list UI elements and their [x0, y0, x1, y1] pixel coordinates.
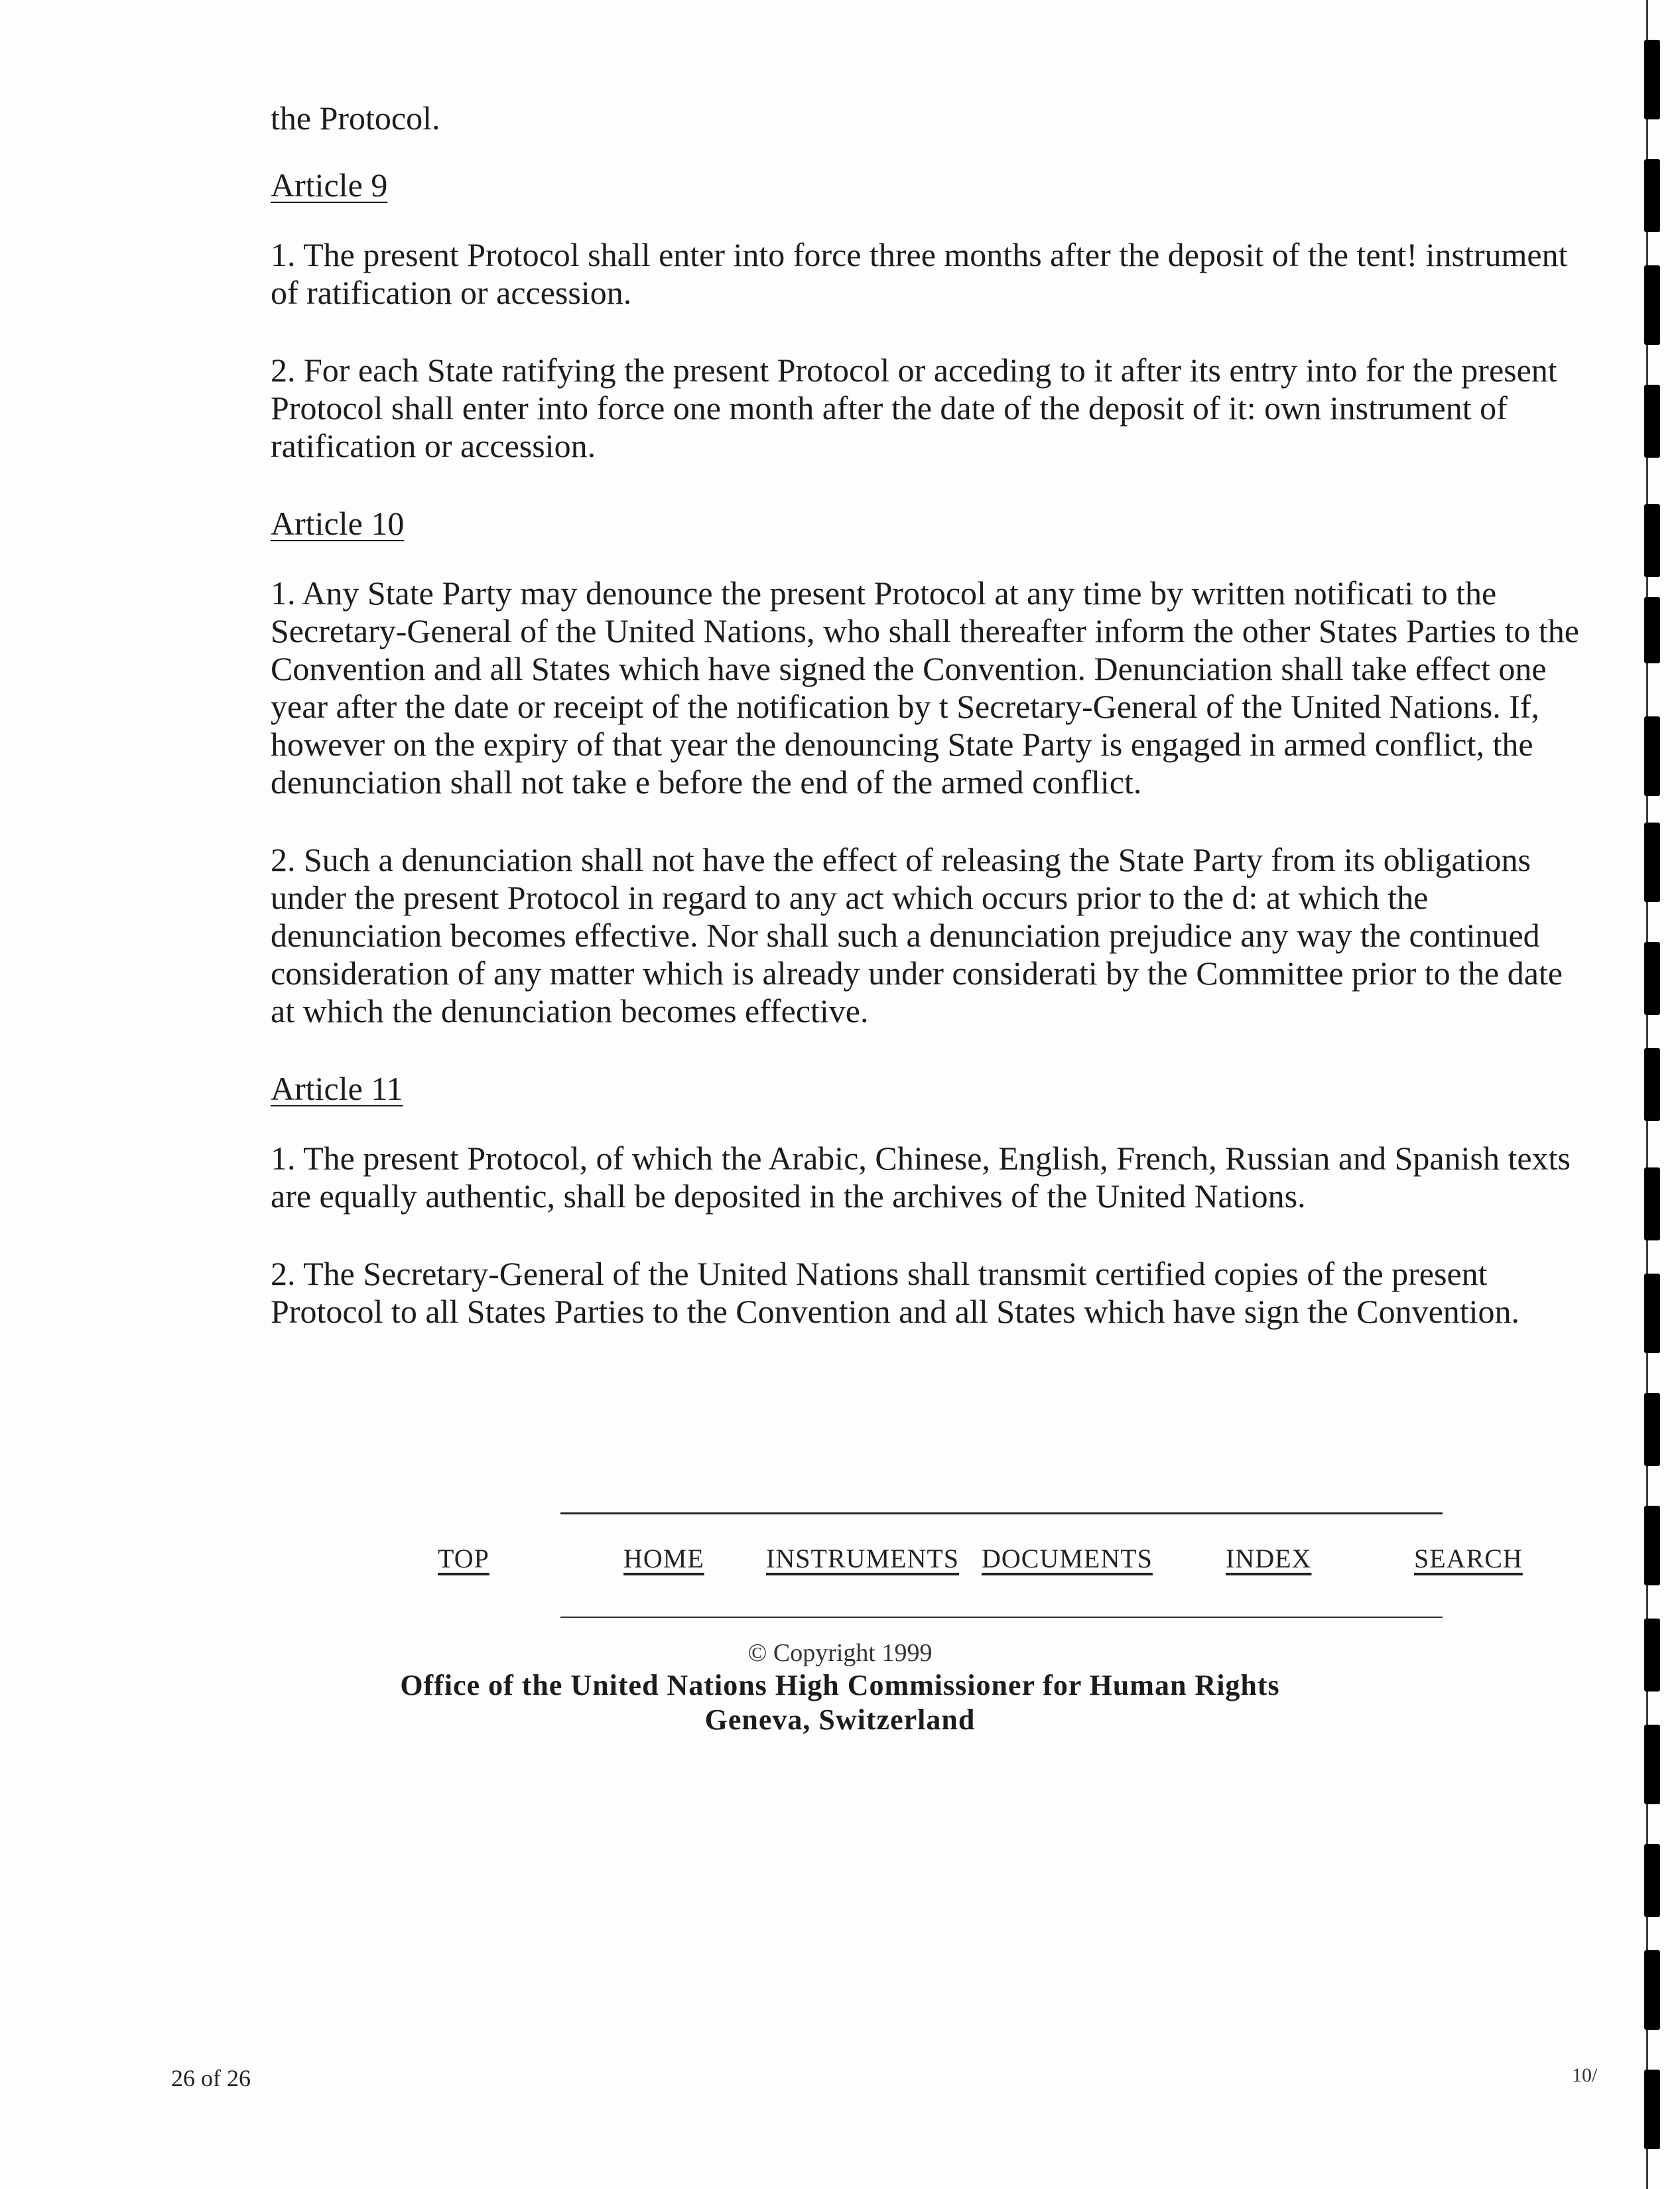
article-11-paragraph-1: 1. The present Protocol, of which the Arabic, Chinese, English, French, Russian and Spanish texts are equally authentic, shall be deposited in the archives of the United Nations. — [271, 1140, 1571, 1215]
article-9-paragraph-1: 1. The present Protocol shall enter into force three months after the deposit of the tent! instrument of ratification or accession. — [271, 236, 1568, 311]
nav-divider-top — [560, 1512, 1443, 1514]
document-body — [271, 100, 1590, 1370]
article-9-paragraph-2: 2. For each State ratifying the present Protocol or acceding to it after its entry into for the present Protocol shall enter into force one month after the date of the deposit of it: own instrument of ratification or accession. — [271, 352, 1557, 464]
article-10-paragraph-1: 1. Any State Party may denounce the present Protocol at any time by written notificati to the Secretary-General of the United Nations, who shall thereafter inform the other States Parties to the Convention and all States which have signed the Convention. Denunciation shall take effect one year after the date or receipt of the notification by t Secretary-General of the United Nations. If, however on the expiry of that year the denouncing State Party is engaged in armed conflict, the denunciation shall not take e before the end of the armed conflict. — [271, 574, 1579, 801]
article-11-heading: Article 11 — [271, 1070, 403, 1107]
lead-text: the Protocol. — [271, 100, 440, 137]
corner-code: 10/ — [1572, 2064, 1598, 2086]
office-name: Office of the United Nations High Commissioner for Human Rights — [400, 1669, 1280, 1701]
nav-link-instruments[interactable]: INSTRUMENTS — [766, 1544, 960, 1573]
footer-nav — [0, 1543, 1680, 1583]
nav-link-top[interactable]: TOP — [438, 1544, 489, 1573]
nav-link-search[interactable]: SEARCH — [1414, 1544, 1523, 1573]
article-9-heading: Article 9 — [271, 166, 388, 204]
copyright-notice: © Copyright 1999 — [747, 1639, 933, 1667]
nav-link-documents[interactable]: DOCUMENTS — [982, 1544, 1153, 1573]
article-10-heading: Article 10 — [271, 505, 405, 542]
office-location: Geneva, Switzerland — [704, 1703, 976, 1736]
nav-link-home[interactable]: HOME — [623, 1544, 704, 1573]
article-10-paragraph-2: 2. Such a denunciation shall not have the effect of releasing the State Party from its obligations under the present Protocol in regard to any act which occurs prior to the d: at which the denunciation becomes effective. Nor shall such a denunciation prejudice any way the continued consideration of any matter which is already under considerati by the Committee prior to the date at which the denunciation becomes effective. — [271, 841, 1563, 1029]
nav-link-index[interactable]: INDEX — [1226, 1544, 1312, 1573]
article-11-paragraph-2: 2. The Secretary-General of the United Nations shall transmit certified copies of the present Protocol to all States Parties to the Convention and all States which have sign the Convention. — [271, 1255, 1520, 1330]
page-number: 26 of 26 — [171, 2065, 251, 2091]
nav-divider-bottom — [560, 1617, 1443, 1618]
